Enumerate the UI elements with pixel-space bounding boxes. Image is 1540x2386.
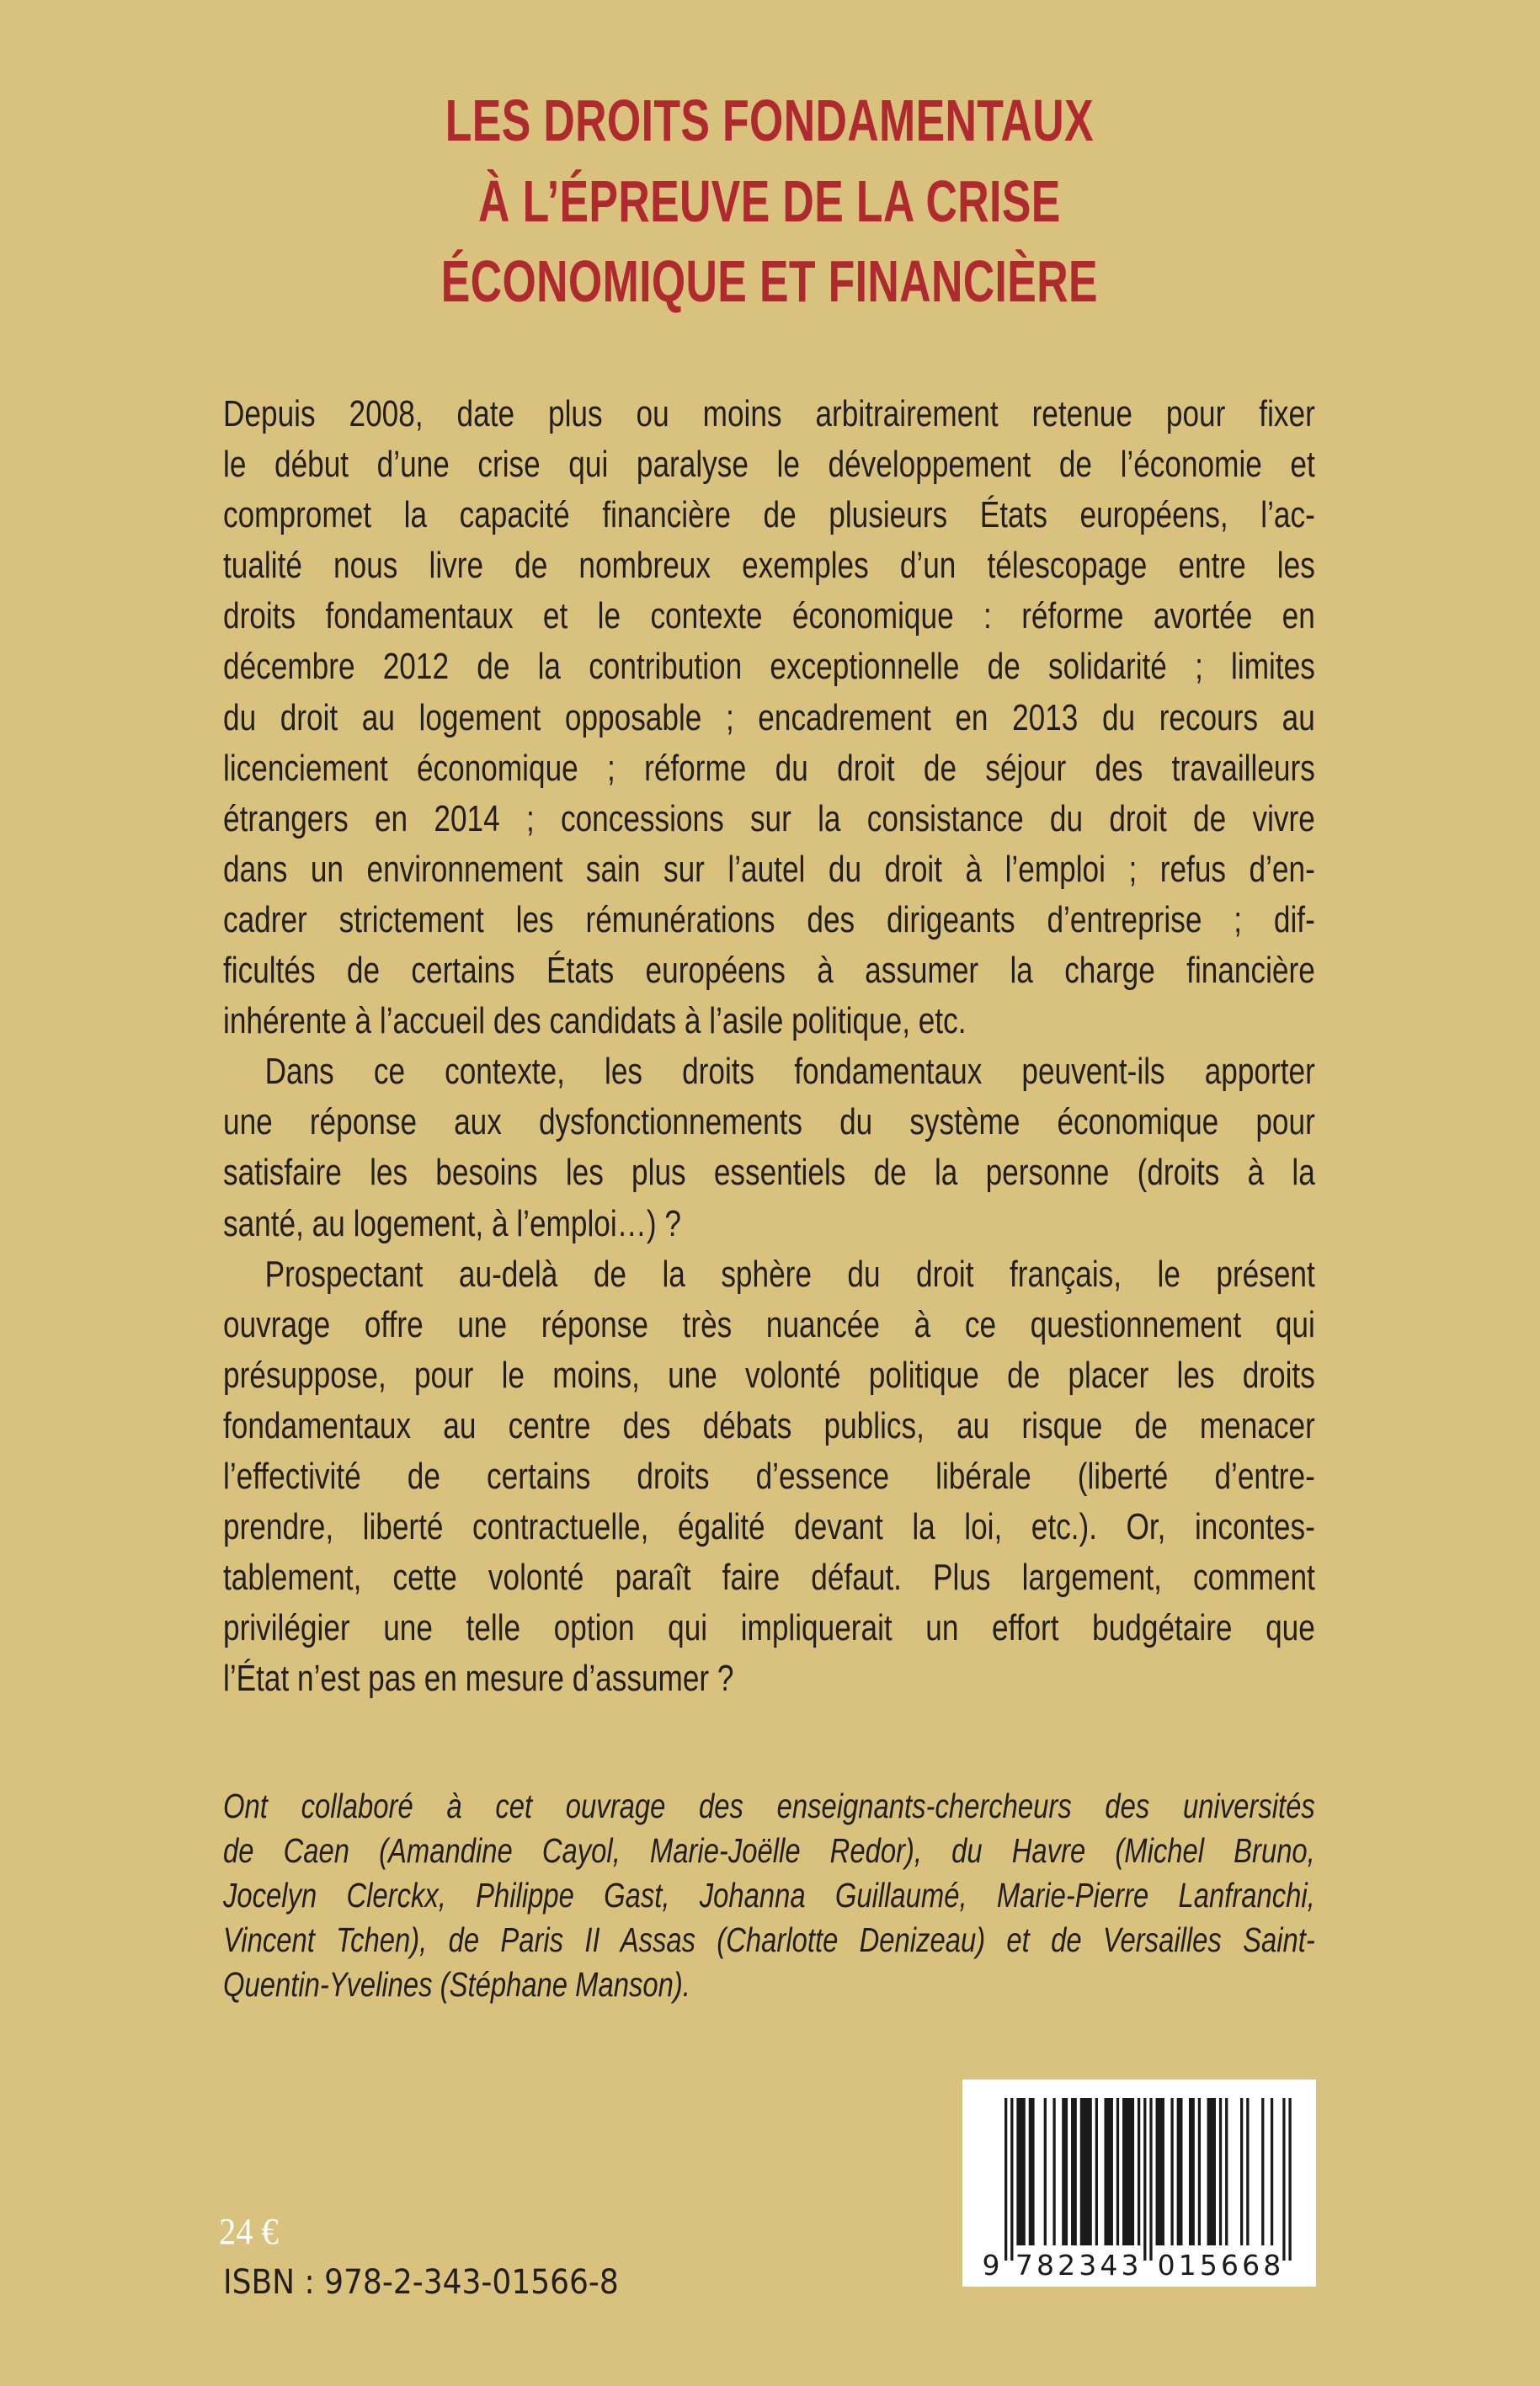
barcode-digit: 8 [1036,2249,1054,2282]
body-line: satisfaire les besoins les plus essentiels de la personne (droits à la [223,1152,1315,1193]
title-line-3: ÉCONOMIQUE ET FINANCIÈRE [440,248,1098,314]
barcode-digit: 9 [982,2249,1000,2282]
body-line: Prospectant au-delà de la sphère du droit français, le présent [264,1254,1315,1295]
body-line: présuppose, pour le moins, une volonté politique de placer les droits [223,1355,1315,1396]
title-line-2: À L’ÉPREUVE DE LA CRISE [478,168,1061,234]
price-label: 24 € [219,2211,279,2252]
body-line: privilégier une telle option qui impliquerait un effort budgétaire que [223,1607,1315,1648]
body-line: l’État n’est pas en mesure d’assumer ? [223,1658,734,1699]
ean13-barcode-icon [962,2080,1316,2287]
barcode-digit: 8 [1263,2249,1282,2282]
barcode-digit: 6 [1242,2249,1260,2282]
isbn-label: ISBN : 978-2-343-01566-8 [223,2263,619,2302]
credit-line: Quentin-Yvelines (Stéphane Manson). [223,1965,690,2004]
body-line: l’effectivité de certains droits d’essence libérale (liberté d’entre- [223,1456,1315,1497]
body-line: ouvrage offre une réponse très nuancée à ce questionnement qui [223,1304,1315,1345]
barcode-digit: 3 [1121,2249,1139,2282]
body-line: tablement, cette volonté paraît faire défaut. Plus largement, comment [223,1557,1315,1598]
body-line: prendre, liberté contractuelle, égalité devant la loi, etc.). Or, incontes- [223,1506,1315,1547]
barcode-digit: 7 [1015,2249,1033,2282]
body-line: Depuis 2008, date plus ou moins arbitrairement retenue pour fixer [223,393,1315,434]
body-line: ficultés de certains États européens à assumer la charge financière [223,950,1315,991]
body-line: le début d’une crise qui paralyse le développement de l’économie et [223,444,1315,485]
body-line: cadrer strictement les rémunérations des dirigeants d’entreprise ; dif- [223,899,1315,940]
barcode-bars [962,2080,1316,2287]
body-line: licenciement économique ; réforme du droit de séjour des travailleurs [223,748,1315,789]
barcode-digit: 0 [1157,2249,1175,2282]
barcode-digit: 5 [1199,2249,1218,2282]
credit-line: Ont collaboré à cet ouvrage des enseignants-chercheurs des universités [223,1787,1315,1825]
barcode-digit: 1 [1178,2249,1196,2282]
body-line: compromet la capacité financière de plusieurs États européens, l’ac- [223,494,1315,535]
body-line: du droit au logement opposable ; encadrement en 2013 du recours au [223,697,1315,738]
barcode-digit: 6 [1220,2249,1239,2282]
body-line: dans un environnement sain sur l’autel du droit à l’emploi ; refus d’en- [223,849,1315,890]
body-line: santé, au logement, à l’emploi…) ? [223,1203,681,1244]
body-line: une réponse aux dysfonctionnements du système économique pour [223,1101,1315,1142]
body-line: étrangers en 2014 ; concessions sur la consistance du droit de vivre [223,798,1315,839]
body-line: droits fondamentaux et le contexte économique : réforme avortée en [223,595,1315,636]
body-line: Dans ce contexte, les droits fondamentaux peuvent-ils apporter [264,1051,1315,1092]
credit-line: Vincent Tchen), de Paris II Assas (Charlotte Denizeau) et de Versailles Saint- [223,1920,1315,1959]
body-line: fondamentaux au centre des débats publics, au risque de menacer [223,1405,1315,1446]
body-line: inhérente à l’accueil des candidats à l’asile politique, etc. [223,1000,967,1041]
barcode-digit: 3 [1079,2249,1097,2282]
body-line: tualité nous livre de nombreux exemples d’un télescopage entre les [223,545,1315,586]
barcode-digit: 2 [1058,2249,1076,2282]
credit-line: de Caen (Amandine Cayol, Marie-Joëlle Redor), du Havre (Michel Bruno, [223,1831,1315,1870]
body-line: décembre 2012 de la contribution exceptionnelle de solidarité ; limites [223,646,1315,687]
credit-line: Jocelyn Clerckx, Philippe Gast, Johanna Guillaumé, Marie-Pierre Lanfranchi, [223,1876,1315,1915]
title-line-1: LES DROITS FONDAMENTAUX [445,88,1094,153]
barcode-digit: 4 [1100,2249,1118,2282]
